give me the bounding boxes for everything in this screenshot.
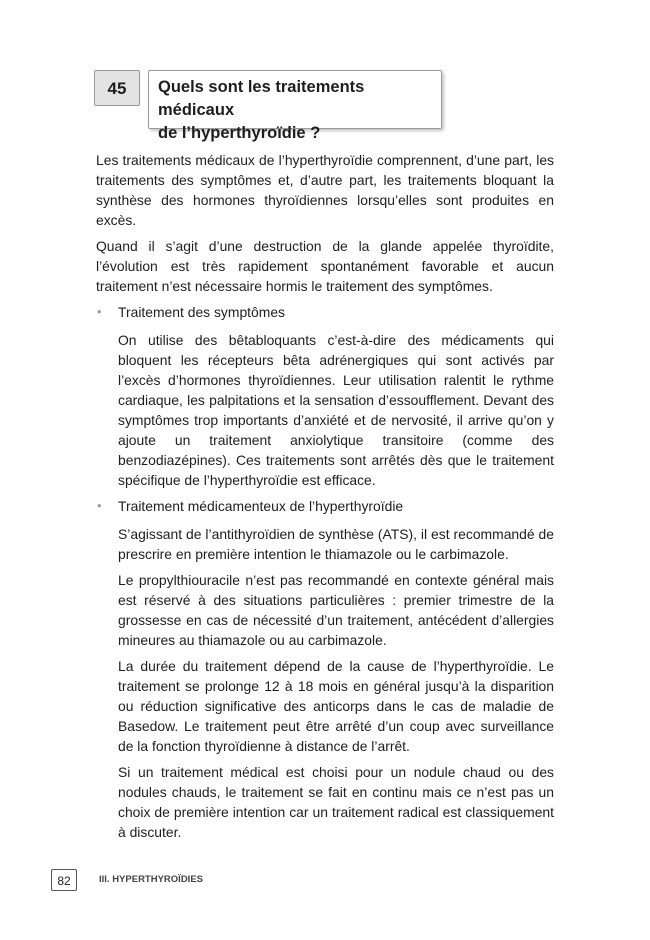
question-title-box	[148, 70, 442, 142]
body-text	[96, 150, 554, 848]
bullet-dot-icon: •	[97, 498, 102, 513]
paragraph: Quand il s’agit d’une destruction de la glande appelée thyroïdite, l’évolution est très rapidement spontanément favorable et aucun traitement n’est nécessaire hormis le traitement des symptômes.	[96, 238, 554, 294]
page-number: 82	[51, 869, 77, 891]
bullet-content	[118, 524, 554, 842]
question-title-line1: Quels sont les traitements médicaux	[158, 78, 365, 119]
question-title-line2: de l’hyperthyroïdie ?	[158, 124, 321, 142]
bullet-content	[118, 330, 554, 490]
paragraph: La durée du traitement dépend de la cause de l’hyperthyroïdie. Le traitement se prolonge 12 à 18 mois en général jusqu’à la disparition ou réduction significative des anticorps dans le cas de maladie de Basedow. Le traitement peut être arrêté d’un coup avec surveillance de la fonction thyroïdienne à distance de l’arrêt.	[118, 658, 554, 754]
paragraph: S’agissant de l’antithyroïdien de synthèse (ATS), il est recommandé de prescrire en première intention le thiamazole ou le carbimazole.	[118, 526, 554, 562]
bullet-item	[96, 302, 554, 322]
question-number: 45	[94, 70, 140, 106]
paragraph: Si un traitement médical est choisi pour un nodule chaud ou des nodules chauds, le traitement se fait en continu mais ce n’est pas un choix de première intention car un traitement radical est classiquement à discuter.	[118, 764, 554, 840]
bullet-dot-icon: •	[97, 304, 102, 319]
paragraph: Le propylthiouracile n’est pas recommandé en contexte général mais est réservé à des situations particulières : premier trimestre de la grossesse en cas de nécessité d’un traitement, antécédent d’allergies mineures au thiamazole ou au carbimazole.	[118, 572, 554, 648]
paragraph: On utilise des bêtabloquants c’est-à-dire des médicaments qui bloquent les récepteurs bêta adrénergiques qui sont activés par l’excès d’hormones thyroïdiennes. Leur utilisation ralentit le rythme cardiaque, les palpitations et la sensation d’essoufflement. Devant des symptômes trop importants d’anxiété et de nervosité, il arrive qu’on y ajoute un traitement anxiolytique transitoire (comme des benzodiazépines). Ces traitements sont arrêtés dès que le traitement spécifique de l’hyperthyroïdie est efficace.	[118, 332, 554, 488]
paragraph: Les traitements médicaux de l’hyperthyroïdie comprennent, d’une part, les traitements des symptômes et, d’autre part, les traitements bloquant la synthèse des hormones thyroïdiennes lorsqu’elles sont produites en excès.	[96, 152, 554, 228]
bullet-item	[96, 496, 554, 516]
bullet-title: Traitement médicamenteux de l’hyperthyroïdie	[118, 498, 404, 514]
bullet-title: Traitement des symptômes	[118, 304, 285, 320]
section-title: III. HYPERTHYROÏDIES	[99, 874, 203, 885]
